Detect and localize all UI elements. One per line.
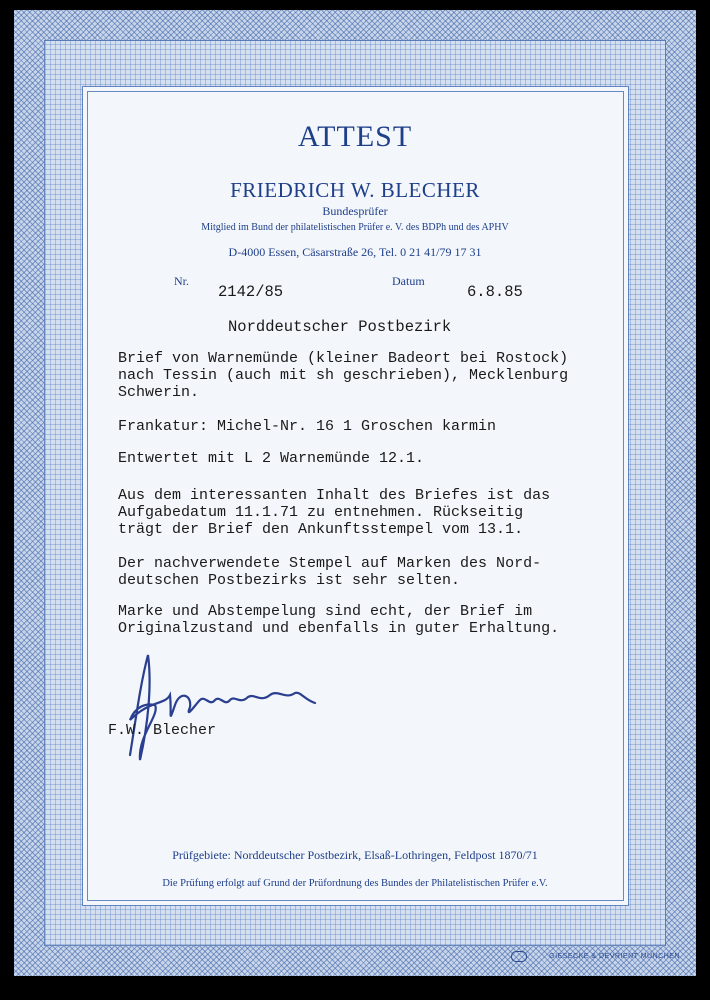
paragraph-franking: Frankatur: Michel-Nr. 16 1 Groschen karmin	[118, 418, 497, 435]
datum-value: 6.8.85	[467, 283, 523, 301]
nr-label: Nr.	[174, 274, 189, 288]
printer-imprint: GIESECKE & DEVRIENT MÜNCHEN	[549, 953, 680, 960]
address-line: D-4000 Essen, Cäsarstraße 26, Tel. 0 21 41/79 17 31	[228, 245, 482, 259]
nr-value: 2142/85	[218, 283, 284, 301]
printer-logo-icon	[511, 951, 527, 962]
signer-name: F.W. Blecher	[108, 722, 217, 739]
paragraph-content: Aus dem interessanten Inhalt des Briefes ist das Aufgabedatum 11.1.71 zu entnehmen. Rückseitig trägt der Brief den Ankunftsstempel vom 13.1.	[118, 487, 551, 538]
paragraph-genuine: Marke und Abstempelung sind echt, der Brief im Originalzustand und ebenfalls in guter Erhaltung.	[118, 603, 560, 637]
section-heading: Norddeutscher Postbezirk	[228, 318, 452, 336]
examination-notice: Die Prüfung erfolgt auf Grund der Prüfordnung des Bundes der Philatelistischen Prüfer e.V.	[162, 878, 548, 889]
certificate-title: ATTEST	[297, 120, 413, 153]
fields-of-expertise: Prüfgebiete: Norddeutscher Postbezirk, Elsaß-Lothringen, Feldpost 1870/71	[172, 848, 538, 862]
paragraph-cancellation: Entwertet mit L 2 Warnemünde 12.1.	[118, 450, 425, 467]
paragraph-rarity: Der nachverwendete Stempel auf Marken des Nord- deutschen Postbezirks ist sehr selten.	[118, 555, 542, 589]
paragraph-letter: Brief von Warnemünde (kleiner Badeort bei Rostock) nach Tessin (auch mit sh geschrieben), Mecklenburg Schwerin.	[118, 350, 569, 401]
expert-name: FRIEDRICH W. BLECHER	[230, 178, 480, 202]
handwritten-signature	[100, 645, 330, 775]
datum-label: Datum	[392, 274, 425, 288]
expert-role: Bundesprüfer	[322, 204, 388, 218]
membership-line: Mitglied im Bund der philatelistischen Prüfer e. V. des BDPh und des APHV	[201, 222, 509, 233]
